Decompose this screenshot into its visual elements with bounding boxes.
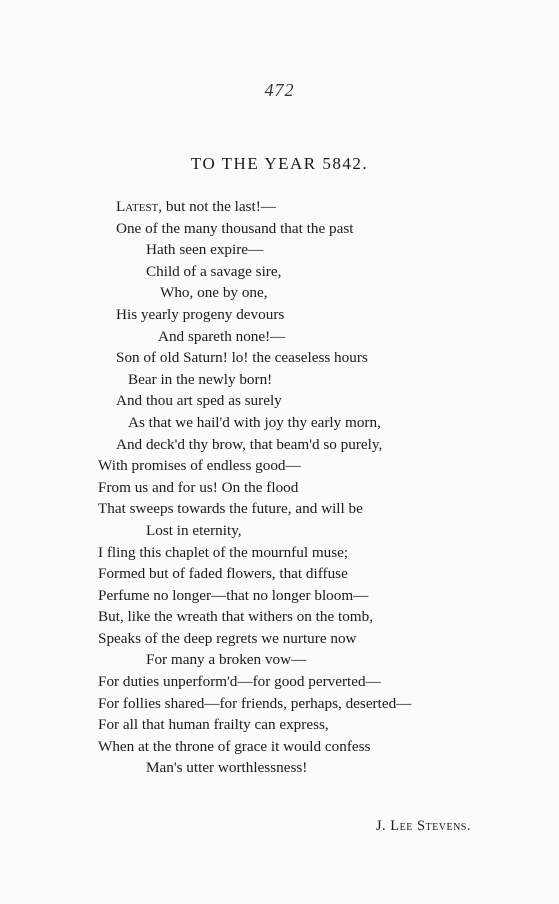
poem-line: For many a broken vow— xyxy=(146,651,307,669)
poem-line: And spareth none!— xyxy=(158,327,286,345)
poem-line: Speaks of the deep regrets we nurture now xyxy=(98,629,357,647)
opening-word: Latest xyxy=(116,198,159,215)
poem-line: Man's utter worthlessness! xyxy=(146,759,308,777)
poem-line: For duties unperform'd—for good perverted— xyxy=(98,673,381,691)
poem-line: Bear in the newly born! xyxy=(128,370,273,388)
poem-body xyxy=(0,196,559,779)
opening-line-rest: , but not the last!— xyxy=(158,198,276,215)
author-signature: J. Lee Stevens. xyxy=(375,818,471,834)
poem-line: But, like the wreath that withers on the tomb, xyxy=(98,608,374,626)
poem-line: From us and for us! On the flood xyxy=(98,478,299,496)
poem-line: Perfume no longer—that no longer bloom— xyxy=(98,586,369,604)
poem-line: For all that human frailty can express, xyxy=(98,716,329,734)
poem-line: Hath seen expire— xyxy=(146,241,264,259)
poem-line: That sweeps towards the future, and will be xyxy=(98,500,363,518)
poem-line: Son of old Saturn! lo! the ceaseless hours xyxy=(116,349,368,367)
poem-line: And thou art sped as surely xyxy=(116,392,282,410)
poem-line: As that we hail'd with joy thy early morn, xyxy=(128,413,381,431)
poem-line: Who, one by one, xyxy=(160,284,268,302)
poem-line: His yearly progeny devours xyxy=(116,305,285,323)
poem-line: For follies shared—for friends, perhaps, deserted— xyxy=(98,694,412,712)
poem-line: And deck'd thy brow, that beam'd so purely, xyxy=(116,435,383,453)
poem-line: I fling this chaplet of the mournful muse; xyxy=(98,543,349,561)
poem-title: TO THE YEAR 5842. xyxy=(190,154,369,173)
poem-line: One of the many thousand that the past xyxy=(116,219,354,237)
poem-line: Formed but of faded flowers, that diffuse xyxy=(98,565,348,583)
poem-line: When at the throne of grace it would confess xyxy=(98,737,371,755)
poem-line xyxy=(0,196,559,218)
poem-line: With promises of endless good— xyxy=(98,457,301,475)
page-number: 472 xyxy=(264,80,295,100)
poem-line: Child of a savage sire, xyxy=(146,262,282,280)
poem-line: Lost in eternity, xyxy=(146,521,242,539)
